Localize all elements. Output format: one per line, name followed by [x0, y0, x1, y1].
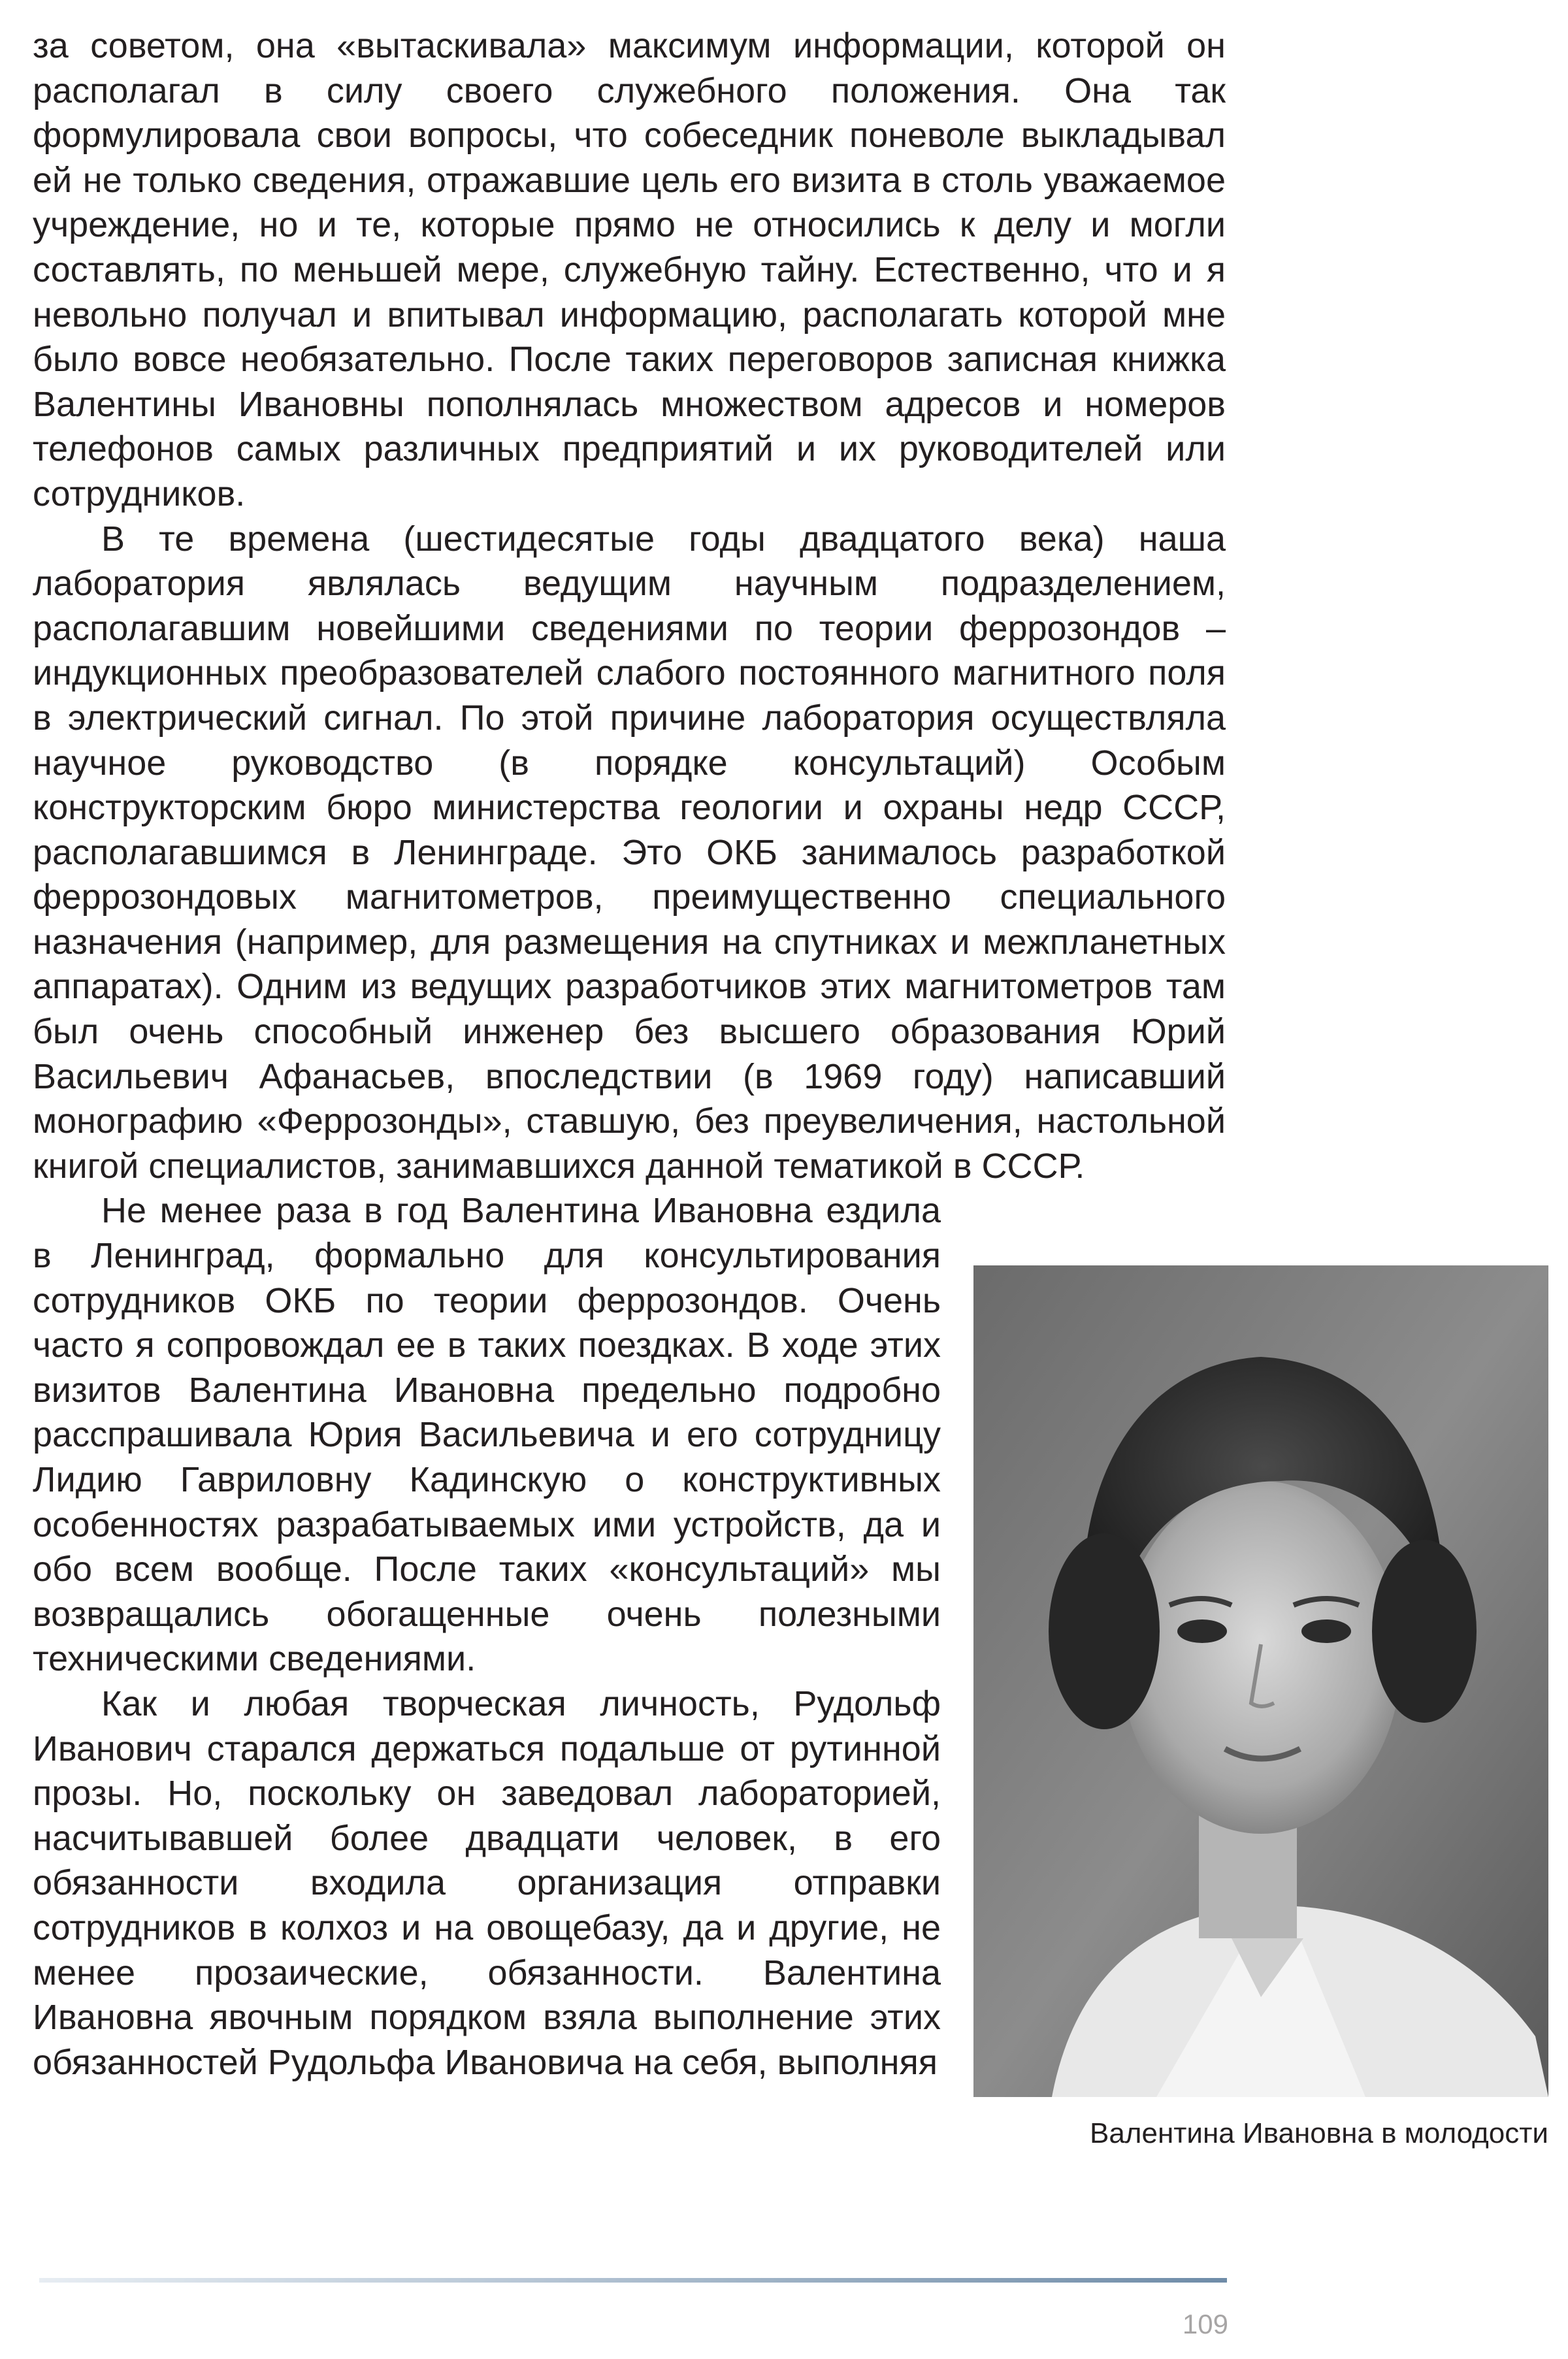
portrait-photo	[973, 1265, 1548, 2097]
footer-rule	[39, 2278, 1227, 2283]
photo-caption: Валентина Ивановна в молодости	[1089, 2117, 1548, 2149]
page-number: 109	[1182, 2309, 1228, 2339]
paragraph-3: Не менее раза в год Валентина Ивановна ездила в Ленинград, формально для консультирования сотрудников ОКБ по теории феррозондов. Очень часто я сопровождал ее в таких поездках. В ходе этих визитов Валентина Ивановна предельно подробно расспрашивала Юрия Васильевича и его сотрудницу Лидию Гавриловну Кадинскую о конструктивных особенностях разрабатываемых ими устройств, да и обо всем вообще. После таких «консультаций» мы возвращались обогащенные очень полезными техническими сведениями.	[33, 1191, 941, 1679]
paragraph-4: Как и любая творческая личность, Рудольф Иванович старался держаться подальше от рутинной прозы. Но, поскольку он заведовал лабораторией, насчитывавшей более двадцати человек, в его обязанности входила организация отправки сотрудников в колхоз и на овощебазу, да и другие, не менее прозаические, обязанности. Валентина Ивановна явочным порядком взяла выполнение этих обязанностей Рудольфа Ивановича на себя, выполняя	[33, 1684, 941, 2082]
paragraph-2: В те времена (шестидесятые годы двадцатого века) наша лаборатория являлась ведущим научным подразделением, располагавшим новейшими сведениями по теории феррозондов – индукционных преобразователей слабого постоянного магнитного поля в электрический сигнал. По этой причине лаборатория осуществляла научное руководство (в порядке консультаций) Особым конструкторским бюро министерства геологии и охраны недр СССР, располагавшимся в Ленинграде. Это ОКБ занималось разработкой феррозондовых магнитометров, преимущественно специального назначения (например, для размещения на спутниках и межпланетных аппаратах). Одним из ведущих разработчиков этих магнитометров там был очень способный инженер без высшего образования Юрий Васильевич Афанасьев, впоследствии (в 1969 году) написавший монографию «Феррозонды», ставшую, без преувеличения, настольной книгой специалистов, занимавшихся данной тематикой в СССР.	[33, 519, 1226, 1186]
paragraph-1: за советом, она «вытаскивала» максимум информации, которой он располагал в силу своего служебного положения. Она так формулировала свои вопросы, что собеседник поневоле выкладывал ей не только сведения, отражавшие цель его визита в столь уважаемое учреждение, но и те, которые прямо не относились к делу и могли составлять, по меньшей мере, служебную тайну. Естественно, что и я невольно получал и впитывал информацию, располагать которой мне было вовсе необязательно. После таких переговоров записная книжка Валентины Ивановны пополнялась множеством адресов и номеров телефонов самых различных предприятий и их руководителей или сотрудников.	[33, 26, 1226, 513]
